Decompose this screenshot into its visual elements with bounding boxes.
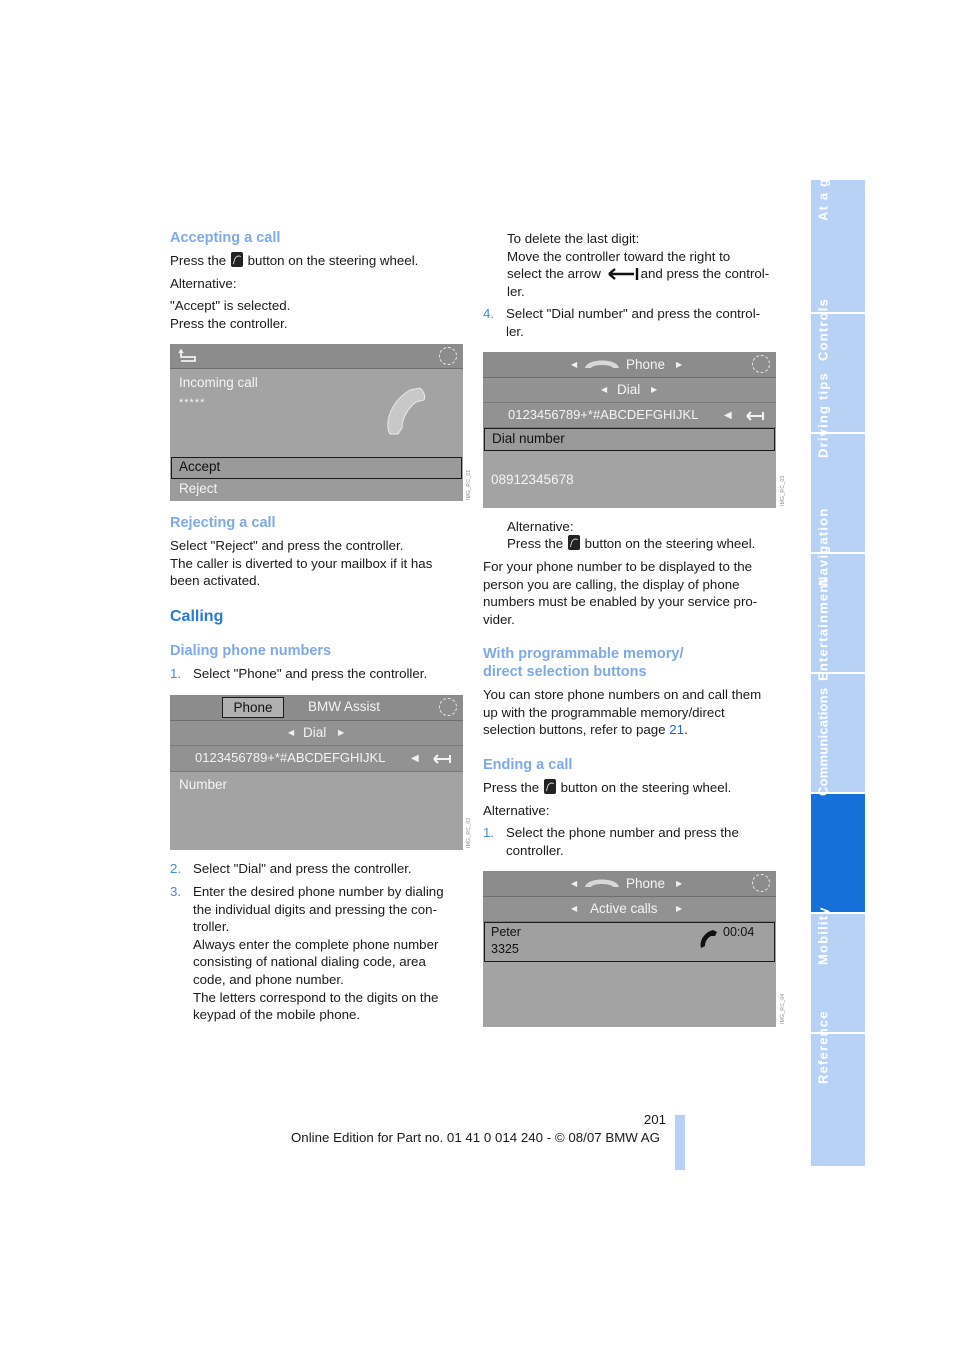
steering-phone-button-icon	[544, 779, 556, 794]
alternative-label: Alternative:	[507, 519, 574, 534]
left-triangle-icon[interactable]: ◀	[411, 753, 419, 764]
paragraph-line: For your phone number to be displayed to the	[483, 559, 753, 574]
step-line: Enter the desired phone number by dialing	[193, 884, 444, 899]
step-line: troller.	[193, 919, 230, 935]
handset-icon	[697, 928, 719, 950]
number-label: Number	[179, 777, 228, 792]
page-number: 201	[643, 1112, 666, 1127]
caller-name: Peter	[491, 925, 521, 939]
left-triangle-icon: ◀	[601, 385, 608, 394]
digit-speller[interactable]: 0123456789+*#ABCDEFGHIJKL	[195, 750, 386, 765]
display-paragraph	[483, 558, 783, 628]
list-item-step-2	[170, 860, 470, 878]
text-fragment: button on the steering wheel.	[247, 253, 419, 268]
list-item-end-step-1	[483, 824, 783, 860]
rejecting-paragraph-2b: been activated.	[170, 573, 261, 588]
step-text: Select "Dial" and press the controller.	[193, 861, 412, 876]
digit-speller[interactable]: 0123456789+*#ABCDEFGHIJKL	[508, 407, 699, 422]
heading-ending-call: Ending a call	[483, 757, 573, 773]
screen-header	[170, 344, 463, 369]
left-triangle-icon: ◀	[571, 879, 578, 888]
right-triangle-icon: ▶	[651, 385, 658, 394]
left-triangle-icon[interactable]: ◀	[724, 410, 732, 421]
ending-paragraph	[483, 779, 731, 797]
step-number: 1.	[170, 666, 182, 681]
heading-memory-1: With programmable memory/	[483, 646, 684, 662]
heading-accepting-call: Accepting a call	[170, 230, 281, 246]
side-tab-label: Entertainment	[815, 577, 831, 681]
text-fragment: Press the	[507, 536, 564, 551]
heading-dialing-phone-numbers: Dialing phone numbers	[170, 643, 332, 659]
side-tab-at-a-glance[interactable]	[811, 138, 865, 312]
active-calls-label: Active calls	[590, 901, 658, 916]
step-number: 4.	[483, 306, 495, 321]
side-tab-reference[interactable]	[811, 1010, 865, 1166]
backspace-arrow-icon[interactable]	[745, 411, 765, 421]
delete-line: ler.	[507, 283, 525, 299]
paragraph-line: You can store phone numbers on and call them	[483, 687, 762, 702]
text-fragment: Press the	[170, 253, 227, 268]
dial-number-option[interactable]	[484, 428, 775, 451]
paragraph-line	[483, 721, 783, 739]
steering-phone-button-icon	[568, 535, 580, 550]
step-number: 1.	[483, 825, 495, 840]
screen-header	[170, 695, 463, 721]
digit-row[interactable]	[483, 403, 776, 428]
side-tab-label: Navigation	[815, 507, 831, 586]
step-line: ler.	[506, 323, 524, 339]
text-fragment: .	[684, 722, 688, 738]
dial-number-label: Dial number	[492, 431, 565, 446]
right-triangle-icon: ▶	[676, 879, 683, 888]
delete-instructions	[507, 230, 787, 300]
left-triangle-icon: ◀	[571, 360, 578, 369]
controller-icon	[439, 698, 457, 716]
left-triangle-icon: ◀	[571, 904, 578, 913]
text-fragment: Press the	[483, 780, 540, 795]
accept-option[interactable]	[171, 457, 462, 479]
step-number: 2.	[170, 861, 182, 876]
active-call-entry[interactable]	[484, 922, 775, 962]
text-fragment: selection buttons, refer to page	[483, 722, 670, 738]
heading-calling: Calling	[170, 608, 224, 625]
left-triangle-icon: ◀	[288, 728, 295, 737]
active-calls-row[interactable]	[483, 897, 776, 922]
step-line: controller.	[506, 842, 564, 858]
image-code: IMG_RC_04	[780, 993, 786, 1024]
phone-title: Phone	[626, 876, 666, 891]
step-line: Select "Dial number" and press the control-	[506, 306, 761, 321]
alternative-text	[507, 535, 755, 553]
image-code: IMG_RC_01	[466, 469, 472, 500]
side-tab-label: Communications	[815, 687, 831, 796]
reject-option[interactable]	[170, 479, 463, 501]
memory-paragraph	[483, 686, 783, 739]
paragraph-line: vider.	[483, 611, 515, 627]
dial-label: Dial	[617, 382, 641, 397]
dial-row[interactable]	[483, 378, 776, 403]
screen-header	[483, 352, 776, 378]
footer-marker	[675, 1115, 685, 1170]
accepting-paragraph-2: "Accept" is selected.	[170, 298, 291, 313]
list-item-step-4	[483, 305, 783, 341]
heading-memory-2: direct selection buttons	[483, 664, 647, 680]
screen-incoming-call	[170, 344, 463, 501]
step-line: consisting of national dialing code, area	[193, 954, 426, 970]
controller-icon	[752, 355, 770, 373]
paragraph-line: numbers must be enabled by your service pro-	[483, 594, 758, 610]
footer-edition: Online Edition for Part no. 01 41 0 014 240 - © 08/07 BMW AG	[290, 1130, 660, 1145]
handset-icon	[380, 384, 432, 439]
text-fragment: button on the steering wheel.	[584, 536, 756, 551]
screen-active-calls	[483, 871, 776, 1027]
ending-alternative: Alternative:	[483, 803, 550, 818]
side-tab-communications[interactable]	[811, 687, 865, 912]
backspace-arrow-icon[interactable]	[432, 754, 452, 764]
heading-rejecting-call: Rejecting a call	[170, 515, 276, 531]
step-line: Always enter the complete phone number	[193, 936, 439, 952]
entered-number: 08912345678	[491, 472, 574, 487]
step-number: 3.	[170, 884, 182, 899]
image-code: IMG_RC_02	[466, 817, 472, 848]
caller-stars: *****	[179, 397, 206, 409]
right-triangle-icon: ▶	[338, 728, 345, 737]
caller-number: 3325	[491, 942, 519, 956]
paragraph-line: person you are calling, the display of phone	[483, 576, 740, 592]
image-code: IMG_RC_03	[780, 475, 786, 506]
dial-row[interactable]	[170, 721, 463, 746]
text-fragment: button on the steering wheel.	[560, 780, 732, 795]
back-icon	[178, 349, 198, 363]
screen-header	[483, 871, 776, 897]
text-fragment: and press the control-	[640, 266, 770, 282]
step-line: code, and phone number.	[193, 971, 344, 987]
step-line: Select the phone number and press the	[506, 825, 739, 840]
handset-icon	[583, 875, 621, 889]
paragraph-line: up with the programmable memory/direct	[483, 704, 725, 720]
rejecting-paragraph-1: Select "Reject" and press the controller.	[170, 538, 404, 553]
delete-line: To delete the last digit:	[507, 231, 640, 246]
side-tab-label: Mobility	[815, 906, 831, 966]
step-text	[193, 883, 444, 1024]
step-text	[506, 824, 739, 859]
accepting-paragraph-3: Press the controller.	[170, 316, 288, 331]
side-tab-label: Controls	[815, 297, 831, 361]
steering-phone-button-icon	[231, 252, 243, 267]
step-text	[506, 305, 760, 340]
digit-row[interactable]	[170, 746, 463, 772]
accepting-paragraph-1	[170, 252, 418, 270]
delete-line-3	[507, 265, 787, 283]
right-triangle-icon: ▶	[676, 360, 683, 369]
rejecting-paragraph-2a: The caller is diverted to your mailbox if it has	[170, 556, 433, 571]
tab-phone[interactable]: Phone	[222, 697, 284, 718]
side-tab-label: Reference	[815, 1010, 831, 1085]
controller-icon	[439, 347, 457, 365]
step-line: keypad of the mobile phone.	[193, 1007, 361, 1023]
backspace-arrow-icon	[607, 267, 639, 281]
page-link[interactable]: 21	[669, 722, 685, 738]
screen-dialing-right	[483, 352, 776, 508]
accept-label: Accept	[179, 459, 221, 474]
list-item-step-3	[170, 883, 470, 1027]
side-tab-label: At a glance	[815, 138, 831, 222]
incoming-call-title: Incoming call	[179, 375, 258, 390]
list-item-step-1	[170, 665, 470, 683]
step-line: The letters correspond to the digits on the	[193, 989, 439, 1005]
call-duration: 00:04	[723, 925, 755, 939]
phone-title: Phone	[626, 357, 666, 372]
handset-icon	[583, 356, 621, 370]
reject-label: Reject	[179, 481, 218, 496]
tab-bmw-assist[interactable]: BMW Assist	[308, 699, 381, 714]
dial-label: Dial	[303, 725, 327, 740]
controller-icon	[752, 874, 770, 892]
accepting-alternative: Alternative:	[170, 276, 237, 291]
screen-dialing-left	[170, 695, 463, 850]
right-triangle-icon: ▶	[676, 904, 683, 913]
delete-line: Move the controller toward the right to	[507, 248, 731, 264]
side-tab-label: Driving tips	[815, 372, 831, 459]
step-line: the individual digits and pressing the con-	[193, 901, 437, 917]
text-fragment: select the arrow	[507, 266, 601, 282]
step-text: Select "Phone" and press the controller.	[193, 666, 428, 681]
